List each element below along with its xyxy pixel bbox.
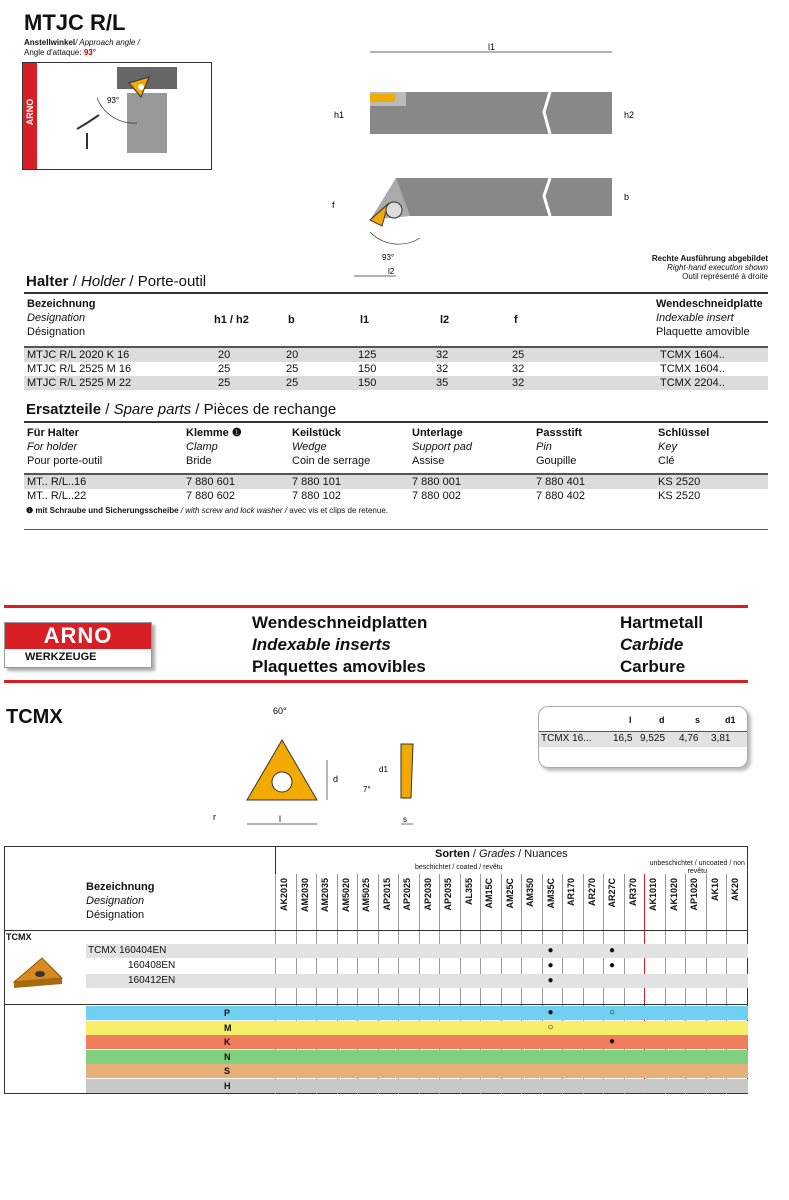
grade-mark: ●	[547, 975, 554, 986]
holder-cell-name: MTJC R/L 2525 M 22	[27, 377, 132, 389]
svg-text:93°: 93°	[107, 96, 120, 105]
spare-col-header: Passstift Pin Goupille	[536, 427, 582, 467]
grade-col-AP2015: AP2015	[381, 878, 392, 911]
material-row-K	[86, 1035, 748, 1049]
holder-col-designation: Bezeichnung Designation Désignation	[27, 298, 96, 338]
holder-technical-drawing	[330, 40, 650, 280]
svg-text:h1: h1	[334, 110, 345, 120]
page-title: MTJC R/L	[24, 10, 126, 35]
svg-text:l: l	[279, 814, 281, 824]
holder-row	[24, 348, 768, 362]
holder-cell-h: 20	[218, 349, 231, 361]
spare-cell: KS 2520	[658, 476, 701, 488]
holder-cell-insert: TCMX 1604..	[660, 349, 725, 361]
grade-col-AM5020: AM5020	[340, 878, 351, 913]
holder-cell-b: 25	[286, 377, 299, 389]
spare-cell: MT.. R/L..22	[27, 490, 87, 502]
grade-col-AK2010: AK2010	[279, 878, 289, 912]
grade-row	[86, 944, 748, 958]
grade-mark: ●	[609, 945, 616, 956]
arno-logo: ARNO WERKZEUGE	[4, 622, 152, 668]
grade-col-AP2030: AP2030	[422, 878, 433, 911]
holder-cell-f: 25	[512, 349, 525, 361]
holder-cell-name: MTJC R/L 2525 M 16	[27, 363, 132, 375]
grade-col-AL355: AL355	[463, 878, 474, 906]
holder-cell-insert: TCMX 1604..	[660, 363, 725, 375]
banner-left-text: Wendeschneidplatten Indexable inserts Plaquettes amovibles	[252, 613, 428, 676]
spare-cell: 7 880 002	[412, 490, 461, 502]
grade-col-AP2025: AP2025	[402, 878, 412, 911]
grade-group-label: TCMX	[6, 932, 32, 942]
holder-cell-l2: 35	[436, 377, 449, 389]
material-mark: ●	[547, 1007, 554, 1018]
approach-angle-figure	[22, 62, 212, 170]
grades-table	[4, 846, 748, 1094]
grade-row	[86, 974, 748, 988]
material-mark: ○	[547, 1021, 554, 1033]
spare-row	[24, 489, 768, 503]
grade-col-AK1020: AK1020	[668, 878, 679, 912]
spare-cell: 7 880 001	[412, 476, 461, 488]
svg-text:b: b	[624, 192, 630, 202]
grades-designation-header: Bezeichnung Designation Désignation	[86, 881, 155, 921]
material-row-M	[86, 1021, 748, 1035]
grade-row-name: TCMX 160404EN	[88, 945, 167, 956]
holder-row	[24, 376, 768, 390]
grade-col-AR170: AR170	[566, 878, 576, 907]
svg-text:l1: l1	[488, 42, 496, 52]
banner-right-text: Hartmetall Carbide Carbure	[620, 613, 704, 676]
spare-cell: 7 880 401	[536, 476, 585, 488]
banner-bottom-rule	[4, 680, 748, 683]
grade-col-AM2030: AM2030	[299, 878, 310, 913]
holder-cell-f: 32	[512, 363, 525, 375]
grade-col-AK10: AK10	[709, 878, 720, 902]
material-mark: ○	[609, 1007, 616, 1018]
spare-cell: KS 2520	[658, 490, 701, 502]
holder-cell-b: 25	[286, 363, 299, 375]
holder-col-l2: l2	[440, 314, 450, 326]
material-mark: ●	[609, 1036, 616, 1048]
spare-parts-table	[24, 421, 768, 503]
spare-col-header: Für Halter For holder Pour porte-outil	[27, 427, 103, 467]
holder-row	[24, 362, 768, 376]
approach-angle-label: Anstellwinkel/ Approach angle /	[24, 38, 140, 47]
grade-col-AM350: AM350	[525, 878, 535, 908]
approach-angle-fr: Angle d'attaque: 93°	[24, 48, 96, 57]
holder-cell-l1: 150	[358, 377, 377, 389]
grade-row-name: 160412EN	[128, 975, 176, 986]
right-hand-note: Rechte Ausführung abgebildet Right-hand execution shown Outil représenté à droite	[651, 254, 768, 281]
insert-title: TCMX	[6, 706, 63, 728]
grade-col-AR27C: AR27C	[607, 878, 617, 908]
coated-label: beschichtet / coated / revêtu	[415, 864, 503, 871]
grade-col-AM15C: AM15C	[484, 878, 494, 909]
grade-col-AK1010: AK1010	[648, 878, 658, 912]
material-row-H	[86, 1079, 748, 1093]
holder-cell-l1: 125	[358, 349, 377, 361]
grade-mark: ●	[609, 960, 616, 971]
uncoated-label: unbeschichtet / uncoated / non revêtu	[649, 860, 745, 875]
holder-cell-insert: TCMX 2204..	[660, 377, 725, 389]
insert-photo-icon	[12, 956, 68, 992]
grade-mark: ●	[547, 960, 554, 971]
spare-section-title: Ersatzteile / Spare parts / Pièces de rechange	[26, 401, 337, 418]
spare-cell: MT.. R/L..16	[27, 476, 87, 488]
divider-line	[24, 529, 768, 530]
holder-cell-name: MTJC R/L 2020 K 16	[27, 349, 130, 361]
grade-col-AM25C: AM25C	[504, 878, 515, 909]
holder-angle-icon	[37, 63, 211, 169]
arno-side-strip: ARNO	[23, 63, 37, 169]
svg-text:d: d	[333, 774, 339, 784]
svg-text:r: r	[213, 812, 216, 822]
holder-cell-b: 20	[286, 349, 299, 361]
material-row-N	[86, 1050, 748, 1064]
material-code: H	[224, 1081, 231, 1091]
holder-col-h: h1 / h2	[214, 314, 249, 326]
svg-text:60°: 60°	[273, 706, 287, 716]
grade-col-AR370: AR370	[627, 878, 638, 907]
holder-col-l1: l1	[360, 314, 370, 326]
material-code: S	[224, 1066, 231, 1077]
grade-col-AM35C: AM35C	[545, 878, 556, 909]
holder-cell-l2: 32	[436, 363, 449, 375]
banner-top-rule	[4, 605, 748, 608]
grade-col-AR270: AR270	[586, 878, 597, 907]
spare-row	[24, 475, 768, 489]
spare-col-header: Schlüssel Key Clé	[658, 427, 710, 467]
grade-col-AM5025: AM5025	[361, 878, 371, 913]
spare-cell: 7 880 601	[186, 476, 235, 488]
holder-section-title: Halter / Holder / Porte-outil	[26, 273, 207, 290]
holder-cell-h: 25	[218, 377, 231, 389]
grade-row	[86, 959, 748, 973]
grade-row-name: 160408EN	[128, 960, 176, 971]
material-code: K	[224, 1037, 231, 1048]
spare-col-header: Keilstück Wedge Coin de serrage	[292, 427, 371, 467]
svg-text:93°: 93°	[382, 253, 395, 262]
spare-cell: 7 880 101	[292, 476, 341, 488]
svg-text:d1: d1	[379, 765, 388, 774]
holder-col-b: b	[288, 314, 295, 326]
spare-footnote: ❶ mit Schraube und Sicherungsscheibe / with screw and lock washer / avec vis et clips de retenue.	[26, 506, 388, 515]
holder-cell-f: 32	[512, 377, 525, 389]
material-code: M	[224, 1022, 232, 1033]
holder-table	[24, 292, 768, 390]
material-code: N	[224, 1051, 231, 1062]
svg-text:s: s	[403, 815, 407, 824]
holder-cell-l2: 32	[436, 349, 449, 361]
holder-col-insert: Wendeschneidplatte Indexable insert Plaquette amovible	[656, 298, 763, 338]
material-code: P	[224, 1008, 231, 1018]
spare-cell: 7 880 102	[292, 490, 341, 502]
spare-cell: 7 880 402	[536, 490, 585, 502]
spare-col-header: Klemme ❶ Clamp Bride	[186, 427, 242, 467]
material-row-P	[86, 1006, 748, 1020]
grade-mark: ●	[547, 945, 554, 956]
grade-col-AP1020: AP1020	[689, 878, 699, 911]
svg-text:f: f	[332, 200, 335, 210]
grade-col-AK20: AK20	[730, 878, 740, 902]
insert-dimension-table: l d s d1 TCMX 16... 16,5 9,525 4,76 3,81	[538, 706, 748, 768]
spare-cell: 7 880 602	[186, 490, 235, 502]
holder-cell-l1: 150	[358, 363, 377, 375]
svg-text:l2: l2	[388, 267, 395, 276]
svg-text:h2: h2	[624, 110, 635, 120]
material-row-S	[86, 1064, 748, 1078]
holder-col-f: f	[514, 314, 518, 326]
grade-col-AP2035: AP2035	[443, 878, 453, 911]
grades-title: Sorten / Grades / Nuances	[435, 848, 568, 860]
insert-drawing	[205, 700, 425, 835]
grade-col-AM2035: AM2035	[320, 878, 330, 913]
holder-cell-h: 25	[218, 363, 231, 375]
spare-col-header: Unterlage Support pad Assise	[412, 427, 472, 467]
svg-text:7°: 7°	[363, 785, 371, 794]
